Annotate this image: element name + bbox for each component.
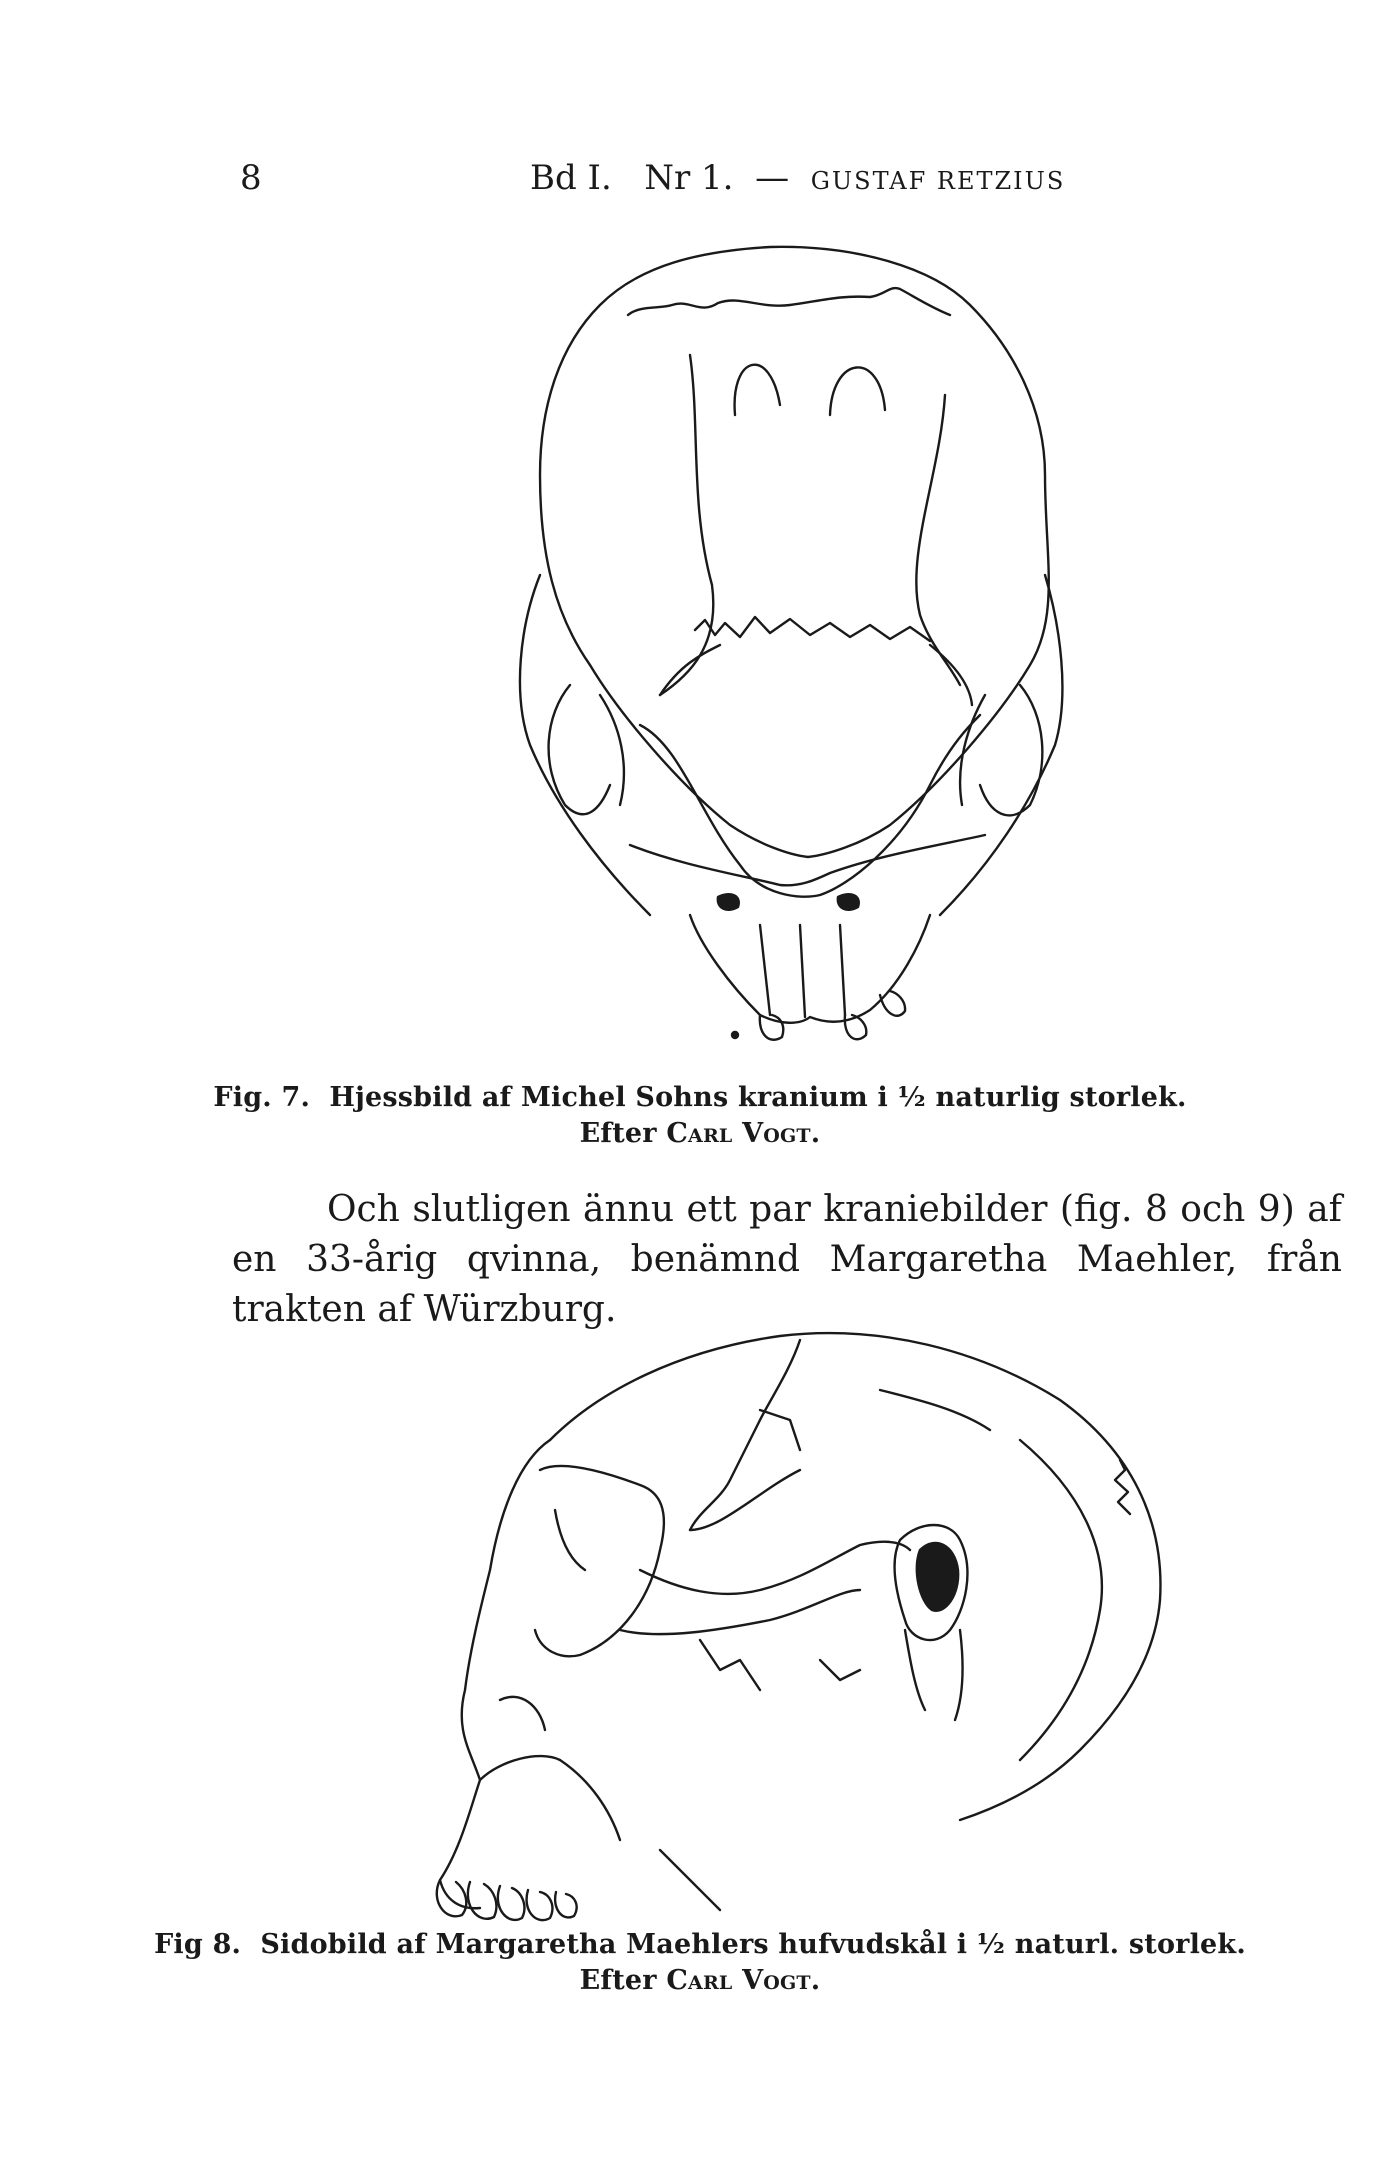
figure-7-caption — [0, 1080, 1400, 1152]
figure-7-caption-line — [0, 1080, 1400, 1116]
figure-8-credit — [0, 1963, 1400, 1999]
figure-8-credit-prefix: Efter — [579, 1965, 657, 1996]
running-head — [530, 158, 1065, 198]
figure-7-credit-name: Carl Vogt. — [666, 1118, 821, 1149]
page-number: 8 — [240, 158, 262, 198]
body-paragraph-text: Och slutligen ännu ett par kraniebilder (fig. 8 och 9) af en 33-årig qvinna, benämnd Margaretha Maehler, från trakten af Würzburg. — [232, 1189, 1342, 1330]
figure-7-credit-prefix: Efter — [579, 1118, 657, 1149]
figure-8-description: Sidobild af Margaretha Maehlers hufvudskål i ½ naturl. storlek. — [260, 1929, 1246, 1960]
figure-8-skull-side-view — [0, 1310, 1400, 1930]
issue-number: Nr 1. — [644, 158, 734, 198]
figure-7-skull-top-view — [0, 225, 1400, 1085]
figure-7-credit — [0, 1116, 1400, 1152]
volume-label: Bd I. — [530, 158, 612, 198]
figure-7-description: Hjessbild af Michel Sohns kranium i ½ naturlig storlek. — [329, 1082, 1187, 1113]
figure-8-credit-name: Carl Vogt. — [666, 1965, 821, 1996]
figure-8-label: Fig 8. — [154, 1929, 242, 1960]
running-header — [240, 158, 1160, 208]
skull-top-view-drawing — [0, 225, 1400, 1085]
author-name: GUSTAF RETZIUS — [810, 167, 1066, 195]
figure-8-caption — [0, 1927, 1400, 1999]
skull-side-view-drawing — [0, 1310, 1400, 1930]
header-dash: — — [755, 158, 790, 198]
figure-8-caption-line — [0, 1927, 1400, 1963]
figure-7-label: Fig. 7. — [213, 1082, 311, 1113]
